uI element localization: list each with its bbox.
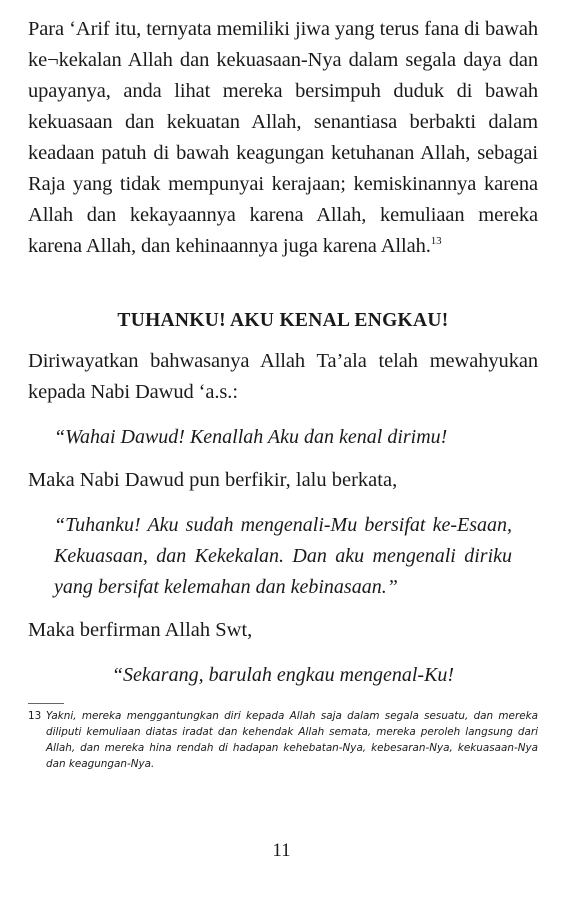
paragraph-dawud-thinks: Maka Nabi Dawud pun berfikir, lalu berkata, [28, 469, 398, 491]
footnote-number: 13 [28, 710, 42, 722]
quote-dawud: “Tuhanku! Aku sudah mengenali-Mu bersifat ke-Esaan, Kekuasaan, dan Kekekalan. Dan aku mengenali diriku yang bersifat kelemahan dan kebinasaan.” [54, 514, 512, 598]
intro-paragraph [28, 14, 538, 262]
footnote [28, 708, 538, 772]
paragraph-allah-says: Maka berfirman Allah Swt, [28, 619, 253, 641]
section-heading: TUHANKU! AKU KENAL ENGKAU! [117, 310, 449, 331]
footnote-divider [28, 703, 64, 704]
quote-allah-1: “Wahai Dawud! Kenallah Aku dan kenal dirimu! [54, 426, 448, 448]
quote-allah-2: “Sekarang, barulah engkau mengenal-Ku! [111, 664, 455, 686]
footnote-text: Yakni, mereka menggantungkan diri kepada Allah saja dalam segala sesuatu, dan mereka diliputi kemuliaan diatas iradat dan kehendak Allah semata, mereka peroleh langsung dari Allah, dan mereka hina rendah di hadapan kehebatan-Nya, kebesaran-Nya, kekuasaan-Nya dan keagungan-Nya. [46, 710, 538, 770]
page-body [28, 14, 538, 772]
intro-paragraph-text: Para ‘Arif itu, ternyata memiliki jiwa yang terus fana di bawah ke¬kekalan Allah dan kekuasaan-Nya dalam segala daya dan upayanya, anda lihat mereka bersimpuh duduk di bawah kekuasaan dan kekuatan Allah, senantiasa berbakti dalam keadaan patuh di bawah keagungan ketuhanan Allah, sebagai Raja yang tidak mempunyai kerajaan; kemiskinannya karena Allah dan kekayaannya karena Allah, kemuliaan mereka karena Allah, dan kehinaannya juga karena Allah. [28, 18, 538, 257]
footnote-reference: 13 [430, 235, 442, 248]
page-number: 11 [272, 840, 291, 861]
paragraph-revelation: Diriwayatkan bahwasanya Allah Ta’ala telah mewahyukan kepada Nabi Dawud ‘a.s.: [28, 350, 538, 403]
